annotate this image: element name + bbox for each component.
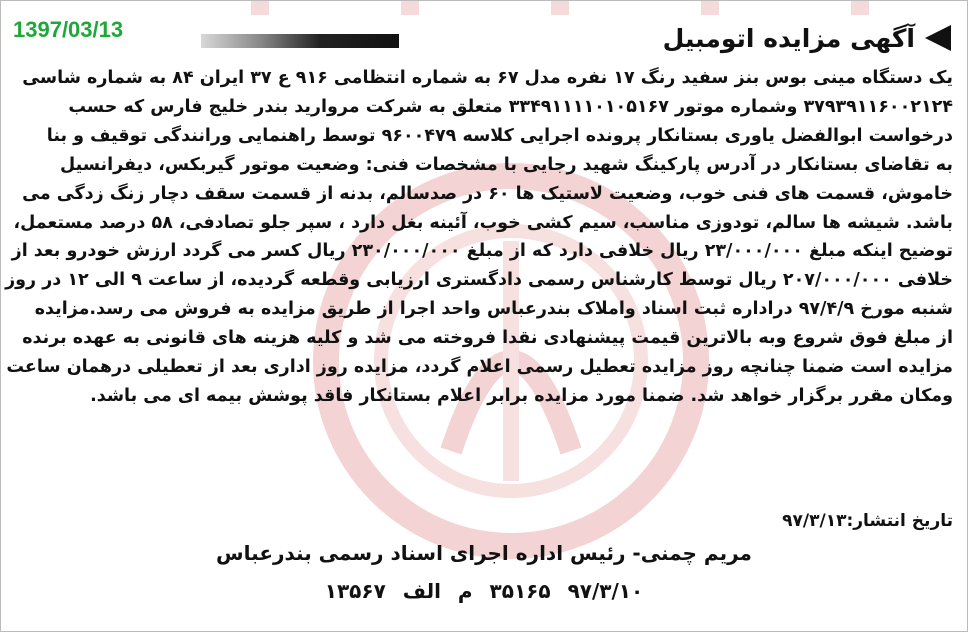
redacted-bar — [201, 34, 399, 48]
body-line: به تقاضای بستانکار در آدرس پارکینگ شهید رجایی با مشخصات فنی: وضعیت موتور گیربکس، دیفرانسیل — [59, 154, 953, 175]
top-watermark-strip — [1, 1, 969, 23]
left-pointing-triangle-icon — [923, 23, 953, 53]
body-line: شنبه مورخ ۹۷/۴/۹ دراداره ثبت اسناد واملاک بندرعباس واحد اجرا از طریق مزایده به فروش می رسد.مزایده — [34, 299, 953, 320]
body-line: توضیح اینکه مبلغ ۲۳/۰۰۰/۰۰۰ ریال خلافی دارد که از مبلغ ۲۳۰/۰۰۰/۰۰۰ ریال کسر می گردد ارزش خودرو بعد از — [11, 241, 953, 262]
body-line: درخواست ابوالفضل یاوری بستانکار پرونده اجرایی کلاسه ۹۶۰۰۴۷۹ توسط راهنمایی ورانندگی توقیف و بنا — [46, 125, 953, 146]
body-line: یک دستگاه مینی بوس بنز سفید رنگ ۱۷ نفره مدل ۶۷ به شماره انتظامی ۹۱۶ ع ۳۷ ایران ۸۴ به شماره شاسی — [22, 68, 953, 88]
announcement-title: آگهی مزایده اتومبیل — [662, 23, 915, 53]
date-stamp: 1397/03/13 — [13, 17, 124, 42]
announcement-header — [663, 23, 953, 53]
body-line: باشد. شیشه ها سالم، تودوزی مناسب، سیم کشی خوب، آئینه بغل دارد ، سپر جلو تصادفی، ۵۸ درصد مستعمل، — [13, 212, 953, 233]
publish-date: تاریخ انتشار:۹۷/۳/۱۳ — [782, 511, 953, 531]
body-line: ۳۷۹۳۹۱۱۶۰۰۲۱۲۴ وشماره موتور ۳۳۴۹۱۱۱۱۰۱۰۵۱۶۷ متعلق به شرکت مروارید بندر خلیج فارس که حسب — [68, 96, 953, 117]
announcement-body — [5, 64, 953, 411]
reference-number: ۹۷/۳/۱۰ ۳۵۱۶۵ م الف ۱۳۵۶۷ — [324, 579, 644, 603]
body-line: ومکان مقرر برگزار خواهد شد. ضمنا مورد مزایده برابر اعلام بستانکار فاقد پوشش بیمه ای می باشد. — [90, 385, 953, 406]
body-line: مزایده است ضمنا چنانچه روز مزایده تعطیل رسمی اعلام گردد، مزایده روز اداری بعد از تعطیلی درهمان ساعت — [6, 357, 953, 378]
body-line: خاموش، قسمت های فنی خوب، وضعیت لاستیک ها ۶۰ در صدسالم، بدنه از قسمت سقف دچار زنگ زدگی می — [22, 183, 953, 204]
signature: مریم چمنی- رئیس اداره اجرای اسناد رسمی بندرعباس — [216, 541, 752, 565]
body-line: از مبلغ فوق شروع وبه بالاترین قیمت پیشنهادی نقدا فروخته می شد و کلیه هزینه های قانونی به عهده برنده — [22, 328, 953, 349]
body-line: خلافی ۲۰۷/۰۰۰/۰۰۰ ریال توسط کارشناس رسمی دادگستری ارزیابی وقطعه گردیده، از ساعت ۹ الی ۱۲ در روز — [5, 270, 953, 291]
